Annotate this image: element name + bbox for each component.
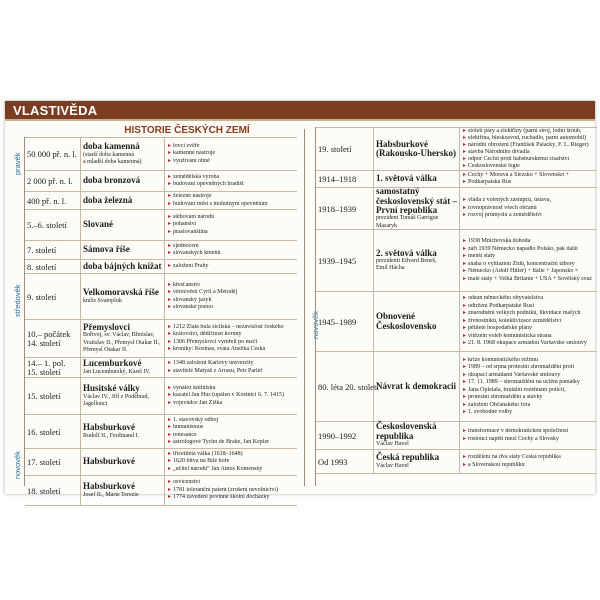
event-item: ▸ sjednocení [168,243,296,251]
event-item: ▸ slovanské písmo [168,304,296,312]
era-label-stredovek: středověk [13,284,22,317]
ruler-cell [81,358,165,377]
event-item: ▸ snaha o vyhlazení Židů, koncentrační tábory [463,261,596,269]
events-cell [165,260,297,273]
events-cell [165,476,297,505]
era-date: 8. století [25,260,81,273]
event-item: ▸ 1. svobodné volby [463,409,596,417]
right-timeline-table [315,127,596,486]
ruler-note: prezidenti Edvard Beneš, [376,258,437,265]
event-item: ▸ rozvoj průmyslu a zemědělství [463,212,596,220]
events-cell [460,188,597,229]
event-item: ▸ elektřina, bleskosvod, ruchadlo, parní automobil) [463,135,596,142]
era-date: 2 000 př. n. l. [25,171,81,191]
ruler-name: 1. světová válka [376,173,437,184]
events-cell [460,352,597,421]
events-cell [165,274,297,319]
ruler-name: doba železná [83,194,133,205]
ruler-cell [81,415,165,448]
table-row [25,273,297,319]
event-item: ▸ krize komunistického režimu [463,357,596,365]
event-item: ▸ „učitel národů“ Jan Amos Komenský [168,466,296,474]
table-row [25,357,297,377]
event-item: ▸ vojevůdce Jan Žižka [168,400,296,408]
left-timeline-table [24,137,296,501]
event-item: ▸ Jana Opletala, brutální rozehnání policií, [463,387,596,395]
era-date: 1945–1989 [316,292,374,351]
events-cell [165,171,297,191]
event-item: ▸ znárodnění velkých podniků, likvidace malých [463,310,596,318]
events-cell [165,449,297,475]
history-card [5,101,595,501]
ruler-name: Návrat k demokracii [376,380,456,391]
ruler-note: kníže Svatopluk [83,297,122,304]
ruler-note: Bořivoj, sv. Václav, Břetislav, [83,332,155,339]
era-date: 1939–1945 [316,230,374,291]
event-item: ▸ založení Prahy [168,263,296,271]
era-date: 15. století [25,378,81,414]
ruler-cell [374,450,460,473]
event-item: ▸ třicetiletá válka (1618–1648) [168,451,296,459]
event-item: ▸ 1. stavovský odboj [168,417,296,425]
event-item: ▸ vynález knihtisku [168,385,296,393]
event-item: ▸ odtržení Podkarpatské Rusi [463,303,596,311]
event-item: ▸ 1212 Zlatá bula sicilská – nezávislost českého [168,324,296,332]
event-item: ▸ založení Občanského fóra [463,402,596,410]
events-cell [165,320,297,357]
event-item: ▸ rozdělení na dva státy Česká republika [463,454,596,462]
event-item: ▸ živnostníků, kolektivizace zemědělství [463,318,596,326]
era-date: 400 př. n. l. [25,192,81,209]
events-cell [460,292,597,351]
table-row [25,319,297,357]
table-row [25,475,297,506]
events-cell [165,192,297,209]
event-item: ▸ transformace v demokratickou společnost [463,428,596,436]
events-cell [460,450,597,473]
event-item: ▸ pohanství [168,221,296,229]
ruler-name: Lucemburkové [83,358,142,369]
event-item: ▸ astrologové Tycho de Brahe, Jan Kepler [168,439,296,447]
table-row [25,377,297,414]
ruler-cell [374,230,460,291]
event-item: ▸ osvícenství [168,479,296,487]
event-item: ▸ 1620 bitva na Bílé hoře [168,458,296,466]
ruler-note: (starší doba kamenná [83,151,134,158]
ruler-note: Vratislav II., Přemysl Otakar II., [83,339,161,346]
event-item: ▸ zemědělská výroba [168,174,296,182]
table-row [25,259,297,273]
event-item: ▸ malé státy + Velká Británie + USA + Sovětský svaz [463,276,596,284]
event-item: ▸ národní obrození (František Palacký, F. L. Rieger) [463,142,596,149]
table-row [316,187,597,229]
ruler-name: Habsburkové [83,422,136,433]
event-item: ▸ 1781 toleranční patent (zrušení nevolnictví) [168,487,296,495]
ruler-cell [374,422,460,449]
table-row [316,127,597,170]
ruler-cell [81,449,165,475]
ruler-name: Habsburkové [83,456,136,467]
event-item: ▸ využívání ohně [168,158,296,166]
header-bar [5,101,595,121]
event-item: ▸ Československé legie [463,163,596,170]
era-date: 19. století [316,128,374,170]
ruler-note: Václav IV., Jiří z Poděbrad, [83,393,150,400]
ruler-cell [374,128,460,170]
event-item: ▸ a Slovenskou republiku [463,462,596,470]
ruler-note: Jagellonci [83,400,108,407]
era-date: 1918–1939 [316,188,374,229]
ruler-note: Rudolf II., Ferdinand I. [83,432,139,439]
event-item: ▸ budování opevněných hradišť [168,181,296,189]
events-cell [165,415,297,448]
table-row [25,240,297,259]
events-cell [165,138,297,170]
era-date: 5.–6. století [25,210,81,240]
event-item: ▸ slovanských kmenů [168,250,296,258]
ruler-cell [81,210,165,240]
events-cell [165,378,297,414]
table-row [25,414,297,448]
event-item: ▸ Německo (Adolf Hitler) + Itálie + Japonsko × [463,268,596,276]
ruler-name: Sámova říše [83,244,130,255]
ruler-name: Česká republika [376,452,440,463]
event-item: ▸ okupaci armádami Varšavské smlouvy [463,372,596,380]
table-row [316,351,597,421]
event-item: ▸ rostoucí napětí mezi Čechy a Slováky [463,436,596,444]
header-title: VLASTIVĚDA [13,103,98,118]
event-item: ▸ humanismus [168,424,296,432]
ruler-name: doba kamenná [83,141,140,152]
era-date: 1990–1992 [316,422,374,449]
ruler-cell [81,320,165,357]
ruler-name: samostatný československý stát – První republika [376,186,458,216]
event-item: ▸ rovnoprávnost všech občanů [463,205,596,213]
event-item: ▸ budování měst s mohutným opevněním [168,201,296,209]
ruler-name: doba bronzová [83,175,141,186]
era-label-pravek: pravěk [13,152,22,175]
ruler-note: Václav Havel [376,441,409,448]
table-row [316,421,597,449]
ruler-cell [81,476,165,505]
era-date: 14.– 1. pol. 15. století [25,358,81,377]
ruler-note: Jan Lucemburský, Karel IV. [83,368,151,375]
ruler-name: Husitské války [83,383,140,394]
event-item: ▸ vláda z volených zástupců, ústava, [463,197,596,205]
era-date: 10.– počátek 14. století [25,320,81,357]
event-item: ▸ století páry a elektřiny (parní stroj, lodní šroub, [463,128,596,135]
ruler-cell [374,171,460,187]
event-item: ▸ věrozvěsti Cyril a Metoděj [168,289,296,297]
event-item: ▸ září 1939 Německo napadlo Polsko, pak další [463,246,596,254]
page-title: HISTORIE ČESKÝCH ZEMÍ [124,125,250,136]
era-date: 80. léta 20. století [316,352,374,421]
era-date: 9. století [25,274,81,319]
era-date: 50 000 př. n. l. [25,138,81,170]
event-item: ▸ stěhování národů [168,214,296,222]
table-row [316,170,597,187]
ruler-note: Přemysl Otakar II. [83,346,128,353]
events-cell [460,128,597,170]
ruler-name: Habsburkové [83,481,136,492]
ruler-name: Velkomoravská říše [83,287,159,298]
table-row [25,209,297,240]
era-label-novovek-left: novověk [13,451,22,479]
ruler-cell [374,188,460,229]
era-date: 18. století [25,476,81,505]
ruler-note: prezident Tomáš Garrigue Masaryk [376,215,439,229]
ruler-note: a mladší doba kamenná) [83,158,142,165]
events-cell [460,171,597,187]
event-item: ▸ Čechy + Morava a Slezsko + Slovensko + [463,172,596,180]
event-item: ▸ praslovanština [168,229,296,237]
ruler-note: Václav Havel [376,462,409,469]
event-item: ▸ kamenné nástroje [168,150,296,158]
table-row [25,137,297,170]
ruler-cell [81,274,165,319]
events-cell [165,241,297,259]
ruler-note: Emil Hácha [376,265,405,272]
event-item: ▸ odpor Čechů proti habsburskému císařství [463,156,596,163]
event-item: ▸ 1348 založení Karlovy univerzity [168,360,296,368]
event-item: ▸ pětileté hospodářské plány [463,325,596,333]
ruler-name: doba bájných knížat [83,260,162,271]
event-item: ▸ renesance [168,432,296,440]
event-item: ▸ Podkarpatská Rus [463,179,596,187]
era-date: 1914–1918 [316,171,374,187]
ruler-name: Slované [83,219,114,230]
event-item: ▸ 17. 11. 1989 – shromáždění na uctění památky [463,379,596,387]
table-row [316,449,597,474]
ruler-cell [374,352,460,421]
ruler-note: Josef II., Marie Terezie [83,491,139,498]
era-date: Od 1993 [316,450,374,473]
table-row [316,291,597,351]
column-divider [304,129,305,486]
ruler-name: 2. světová válka [376,247,437,258]
event-item: ▸ království, dědičnost koruny [168,331,296,339]
event-item: ▸ vítězem voleb komunistická strana [463,333,596,341]
ruler-cell [374,292,460,351]
event-item: ▸ kazatel Jan Hus (upálen v Kostnici 6. 7. 1415) [168,392,296,400]
ruler-cell [81,241,165,259]
event-item: ▸ lovci zvěře [168,143,296,151]
era-date: 7. století [25,241,81,259]
table-row [25,448,297,475]
ruler-cell [81,171,165,191]
event-item: ▸ protestní shromáždění a stávky [463,394,596,402]
event-item: ▸ 1774 zavedení povinné školní docházky [168,494,296,502]
event-item: ▸ menší státy [463,253,596,261]
event-item: ▸ 21. 8. 1968 okupace armádou Varšavské smlouvy [463,340,596,348]
events-cell [165,358,297,377]
ruler-name: Habsburkové (Rakousko-Uhersko) [376,138,457,158]
table-row [25,191,297,209]
event-item: ▸ stavba Národního divadla [463,149,596,156]
event-item: ▸ křesťanství [168,282,296,290]
event-item: ▸ 1306 Přemyslovci vymřeli po meči [168,339,296,347]
event-item: ▸ 1938 Mnichovská dohoda [463,238,596,246]
event-item: ▸ stavitelé Matyáš z Arrasu, Petr Parléř [168,368,296,376]
ruler-cell [81,378,165,414]
ruler-cell [81,192,165,209]
events-cell [460,422,597,449]
events-cell [460,230,597,291]
era-label-novovek-right: novověk [311,311,320,339]
event-item: ▸ železné nástroje [168,193,296,201]
ruler-cell [81,138,165,170]
event-item: ▸ kroniky: Kosmas, svatá Anežka Česká [168,346,296,354]
event-item: ▸ odsun německého obyvatelstva [463,295,596,303]
event-item: ▸ 1989 – od srpna protestní shromáždění proti [463,364,596,372]
ruler-name: Přemyslovci [83,322,130,332]
era-date: 16. století [25,415,81,448]
ruler-cell [81,260,165,273]
events-cell [165,210,297,240]
ruler-name: Obnovené Československo [376,311,437,331]
era-date: 17. století [25,449,81,475]
event-item: ▸ slovanský jazyk [168,297,296,305]
table-row [25,170,297,191]
table-row [316,229,597,291]
ruler-name: Československá republika [376,421,437,441]
